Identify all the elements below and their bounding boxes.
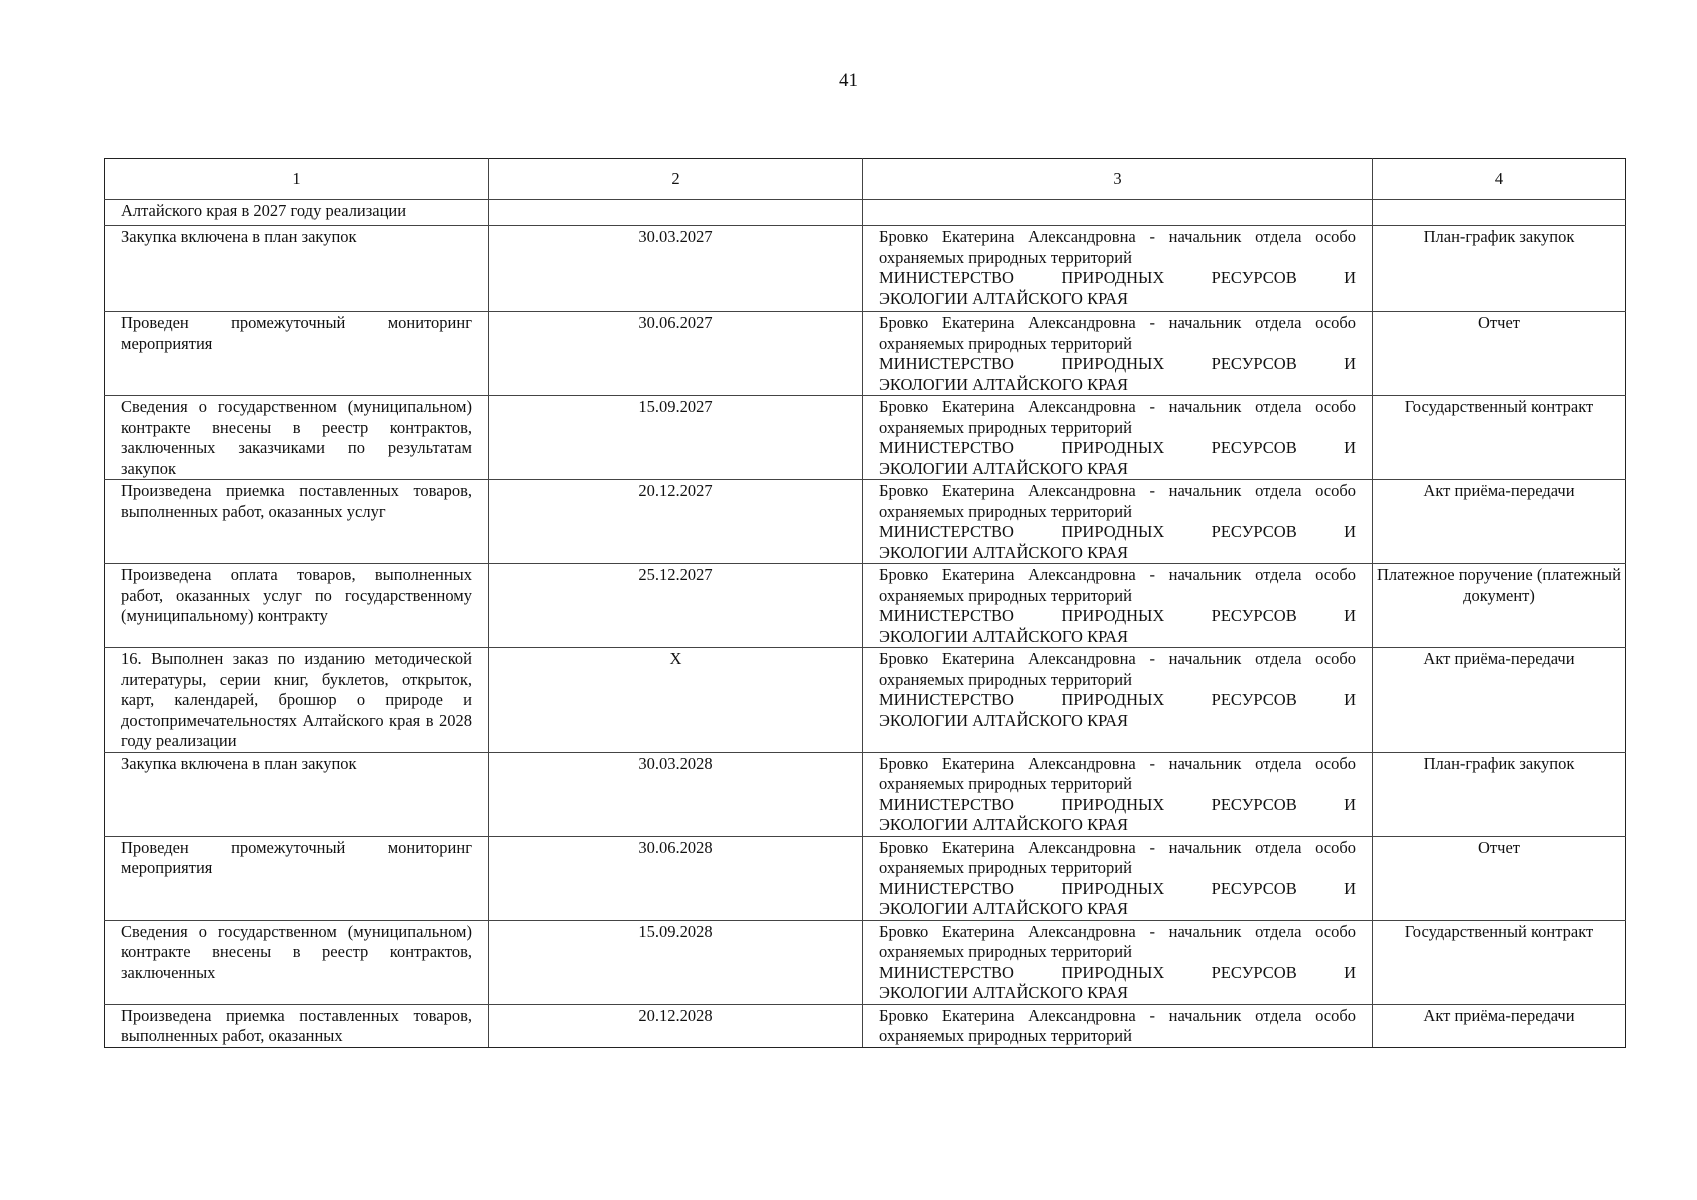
plan-table xyxy=(104,158,1626,1048)
responsible-person: Бровко Екатерина Александровна - начальник отдела особо охраняемых природных территорий xyxy=(879,753,1356,793)
responsible-cell xyxy=(863,312,1373,396)
table-row xyxy=(105,1004,1626,1047)
responsible-ministry-line1: МИНИСТЕРСТВО ПРИРОДНЫХ РЕСУРСОВ И xyxy=(879,794,1356,814)
responsible-ministry-line2: ЭКОЛОГИИ АЛТАЙСКОГО КРАЯ xyxy=(879,815,1129,834)
date-cell: 15.09.2028 xyxy=(489,920,863,1004)
page-number: 41 xyxy=(839,70,858,91)
responsible-person: Бровко Екатерина Александровна - начальник отдела особо охраняемых природных территорий xyxy=(879,313,1356,353)
task-cell: Алтайского края в 2027 году реализации xyxy=(105,200,489,226)
responsible-ministry-line2: ЭКОЛОГИИ АЛТАЙСКОГО КРАЯ xyxy=(879,542,1129,562)
responsible-ministry-line2: ЭКОЛОГИИ АЛТАЙСКОГО КРАЯ xyxy=(879,458,1129,478)
table-row xyxy=(105,752,1626,836)
document-cell: Акт приёма-передачи xyxy=(1373,648,1626,753)
table-row xyxy=(105,836,1626,920)
responsible-cell xyxy=(863,396,1373,480)
column-header-3: 3 xyxy=(863,159,1373,200)
responsible-person: Бровко Екатерина Александровна - начальник отдела особо охраняемых природных территорий xyxy=(879,397,1356,437)
task-cell: Проведен промежуточный мониторинг мероприятия xyxy=(105,312,489,396)
responsible-person: Бровко Екатерина Александровна - начальник отдела особо охраняемых природных территорий xyxy=(879,481,1356,521)
responsible-ministry-line2: ЭКОЛОГИИ АЛТАЙСКОГО КРАЯ xyxy=(879,374,1129,394)
task-cell: Произведена приемка поставленных товаров, выполненных работ, оказанных услуг xyxy=(105,480,489,564)
responsible-person: Бровко Екатерина Александровна - начальник отдела особо охраняемых природных территорий xyxy=(879,921,1356,961)
responsible-cell xyxy=(863,564,1373,648)
date-cell: X xyxy=(489,648,863,753)
table-body xyxy=(105,200,1626,1048)
document-cell: Государственный контракт xyxy=(1373,920,1626,1004)
responsible-ministry-line1: МИНИСТЕРСТВО ПРИРОДНЫХ РЕСУРСОВ И xyxy=(879,878,1356,898)
table-row xyxy=(105,648,1626,753)
responsible-ministry-line2: ЭКОЛОГИИ АЛТАЙСКОГО КРАЯ xyxy=(879,626,1129,646)
responsible-cell xyxy=(863,836,1373,920)
responsible-ministry-line1: МИНИСТЕРСТВО ПРИРОДНЫХ РЕСУРСОВ И xyxy=(879,268,1356,287)
document-cell: Отчет xyxy=(1373,836,1626,920)
responsible-ministry-line1: МИНИСТЕРСТВО ПРИРОДНЫХ РЕСУРСОВ И xyxy=(879,606,1356,625)
table-row xyxy=(105,312,1626,396)
document-cell: План-график закупок xyxy=(1373,752,1626,836)
responsible-ministry-line1: МИНИСТЕРСТВО ПРИРОДНЫХ РЕСУРСОВ И xyxy=(879,962,1356,982)
responsible-ministry-line2: ЭКОЛОГИИ АЛТАЙСКОГО КРАЯ xyxy=(879,288,1129,308)
responsible-person: Бровко Екатерина Александровна - начальник отдела особо охраняемых природных территорий xyxy=(879,565,1356,605)
responsible-cell xyxy=(863,648,1373,753)
task-cell: Сведения о государственном (муниципальном) контракте внесены в реестр контрактов, заключенных заказчиками по результатам закупок xyxy=(105,396,489,480)
date-cell: 25.12.2027 xyxy=(489,564,863,648)
document-cell xyxy=(1373,200,1626,226)
responsible-cell xyxy=(863,1004,1373,1047)
document-cell: Платежное поручение (платежный документ) xyxy=(1373,564,1626,648)
document-cell: Отчет xyxy=(1373,312,1626,396)
date-cell: 30.06.2028 xyxy=(489,836,863,920)
table-row xyxy=(105,226,1626,312)
responsible-ministry-line2: ЭКОЛОГИИ АЛТАЙСКОГО КРАЯ xyxy=(879,710,1129,730)
responsible-cell xyxy=(863,480,1373,564)
document-cell: План-график закупок xyxy=(1373,226,1626,312)
responsible-cell xyxy=(863,200,1373,226)
date-cell: 30.03.2027 xyxy=(489,226,863,312)
task-cell: Закупка включена в план закупок xyxy=(105,752,489,836)
task-cell: 16. Выполнен заказ по изданию методической литературы, серии книг, буклетов, открыток, карт, календарей, брошюр о природе и достопримечательностях Алтайского края в 2028 году реализации xyxy=(105,648,489,753)
table-row xyxy=(105,564,1626,648)
responsible-person: Бровко Екатерина Александровна - начальник отдела особо охраняемых природных территорий xyxy=(879,837,1356,877)
date-cell xyxy=(489,200,863,226)
date-cell: 15.09.2027 xyxy=(489,396,863,480)
responsible-ministry-line2: ЭКОЛОГИИ АЛТАЙСКОГО КРАЯ xyxy=(879,983,1129,1002)
responsible-ministry-line2: ЭКОЛОГИИ АЛТАЙСКОГО КРАЯ xyxy=(879,899,1129,918)
task-cell: Проведен промежуточный мониторинг мероприятия xyxy=(105,836,489,920)
responsible-person: Бровко Екатерина Александровна - начальник отдела особо охраняемых природных территорий xyxy=(879,649,1356,689)
column-header-4: 4 xyxy=(1373,159,1626,200)
task-cell: Произведена приемка поставленных товаров, выполненных работ, оказанных xyxy=(105,1004,489,1047)
task-cell: Произведена оплата товаров, выполненных работ, оказанных услуг по государственному (муниципальному) контракту xyxy=(105,564,489,648)
responsible-person: Бровко Екатерина Александровна - начальник отдела особо охраняемых природных территорий xyxy=(879,227,1356,267)
column-header-2: 2 xyxy=(489,159,863,200)
task-cell: Закупка включена в план закупок xyxy=(105,226,489,312)
table-row xyxy=(105,920,1626,1004)
responsible-ministry-line1: МИНИСТЕРСТВО ПРИРОДНЫХ РЕСУРСОВ И xyxy=(879,690,1356,709)
responsible-ministry-line1: МИНИСТЕРСТВО ПРИРОДНЫХ РЕСУРСОВ И xyxy=(879,522,1356,541)
responsible-cell xyxy=(863,752,1373,836)
table-header-row xyxy=(105,159,1626,200)
responsible-cell xyxy=(863,226,1373,312)
date-cell: 30.03.2028 xyxy=(489,752,863,836)
responsible-person: Бровко Екатерина Александровна - начальник отдела особо охраняемых природных территорий xyxy=(879,1005,1356,1045)
document-cell: Акт приёма-передачи xyxy=(1373,1004,1626,1047)
responsible-ministry-line1: МИНИСТЕРСТВО ПРИРОДНЫХ РЕСУРСОВ И xyxy=(879,438,1356,457)
date-cell: 20.12.2028 xyxy=(489,1004,863,1047)
table-row xyxy=(105,480,1626,564)
table-row xyxy=(105,200,1626,226)
date-cell: 30.06.2027 xyxy=(489,312,863,396)
document-cell: Акт приёма-передачи xyxy=(1373,480,1626,564)
date-cell: 20.12.2027 xyxy=(489,480,863,564)
table-row xyxy=(105,396,1626,480)
responsible-ministry-line1: МИНИСТЕРСТВО ПРИРОДНЫХ РЕСУРСОВ И xyxy=(879,354,1356,373)
task-cell: Сведения о государственном (муниципальном) контракте внесены в реестр контрактов, заключенных xyxy=(105,920,489,1004)
responsible-cell xyxy=(863,920,1373,1004)
column-header-1: 1 xyxy=(105,159,489,200)
document-cell: Государственный контракт xyxy=(1373,396,1626,480)
